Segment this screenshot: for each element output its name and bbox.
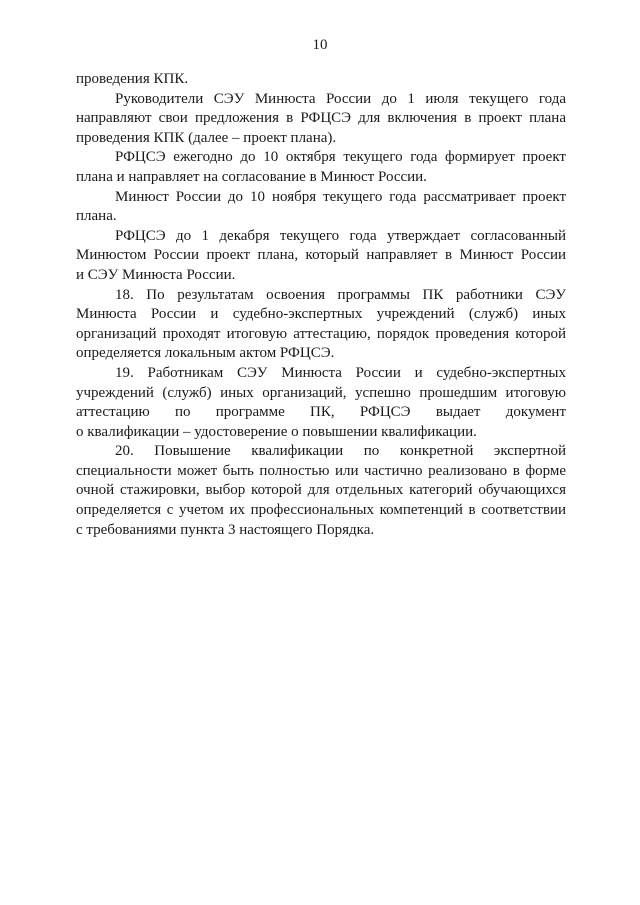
text-line: проведения КПК.: [76, 71, 189, 87]
document-body: [76, 70, 566, 540]
paragraph: [76, 90, 566, 149]
paragraph: [76, 188, 566, 227]
text-line: 20. Повышение квалификации по конкретной экспертной: [115, 443, 566, 460]
paragraph: [76, 227, 566, 286]
text-line: Минюста России и судебно-экспертных учреждений (служб) иных: [76, 306, 566, 323]
text-line: 18. По результатам освоения программы ПК работники СЭУ: [115, 286, 566, 303]
text-line: РФЦСЭ ежегодно до 10 октября текущего года формирует проект: [115, 149, 566, 166]
text-line: аттестацию по программе ПК, РФЦСЭ выдает документ: [76, 404, 566, 421]
text-line: Руководители СЭУ Минюста России до 1 июля текущего года: [115, 90, 566, 107]
text-line: определяется локальным актом РФЦСЭ.: [76, 345, 335, 362]
text-line: направляют свои предложения в РФЦСЭ для включения в проект плана: [76, 110, 566, 127]
text-line: организаций проходят итоговую аттестацию, порядок проведения которой: [76, 325, 566, 342]
text-line: очной стажировки, выбор которой для отдельных категорий обучающихся: [76, 482, 566, 499]
text-line: специальности может быть полностью или частично реализовано в форме: [76, 462, 566, 479]
text-line: плана.: [76, 208, 117, 225]
paragraph: [76, 70, 566, 90]
text-line: Минюстом России проект плана, который направляет в Минюст России: [76, 247, 566, 264]
paragraph: [76, 442, 566, 540]
text-line: плана и направляет на согласование в Минюст России.: [76, 168, 427, 185]
text-line: и СЭУ Минюста России.: [76, 266, 236, 283]
text-line: учреждений (служб) иных организаций, успешно прошедшим итоговую: [76, 384, 566, 401]
text-line: РФЦСЭ до 1 декабря текущего года утверждает согласованный: [115, 227, 566, 244]
page-number: 10: [312, 37, 328, 53]
text-line: проведения КПК (далее – проект плана).: [76, 129, 337, 146]
text-line: с требованиями пункта 3 настоящего Порядка.: [76, 521, 375, 538]
text-line: 19. Работникам СЭУ Минюста России и судебно-экспертных: [115, 364, 566, 381]
text-line: Минюст России до 10 ноября текущего года рассматривает проект: [115, 188, 566, 205]
paragraph: [76, 286, 566, 364]
paragraph: [76, 148, 566, 187]
paragraph: [76, 364, 566, 442]
text-line: о квалификации – удостоверение о повышении квалификации.: [76, 423, 477, 440]
text-line: определяется с учетом их профессиональных компетенций в соответствии: [76, 502, 566, 519]
